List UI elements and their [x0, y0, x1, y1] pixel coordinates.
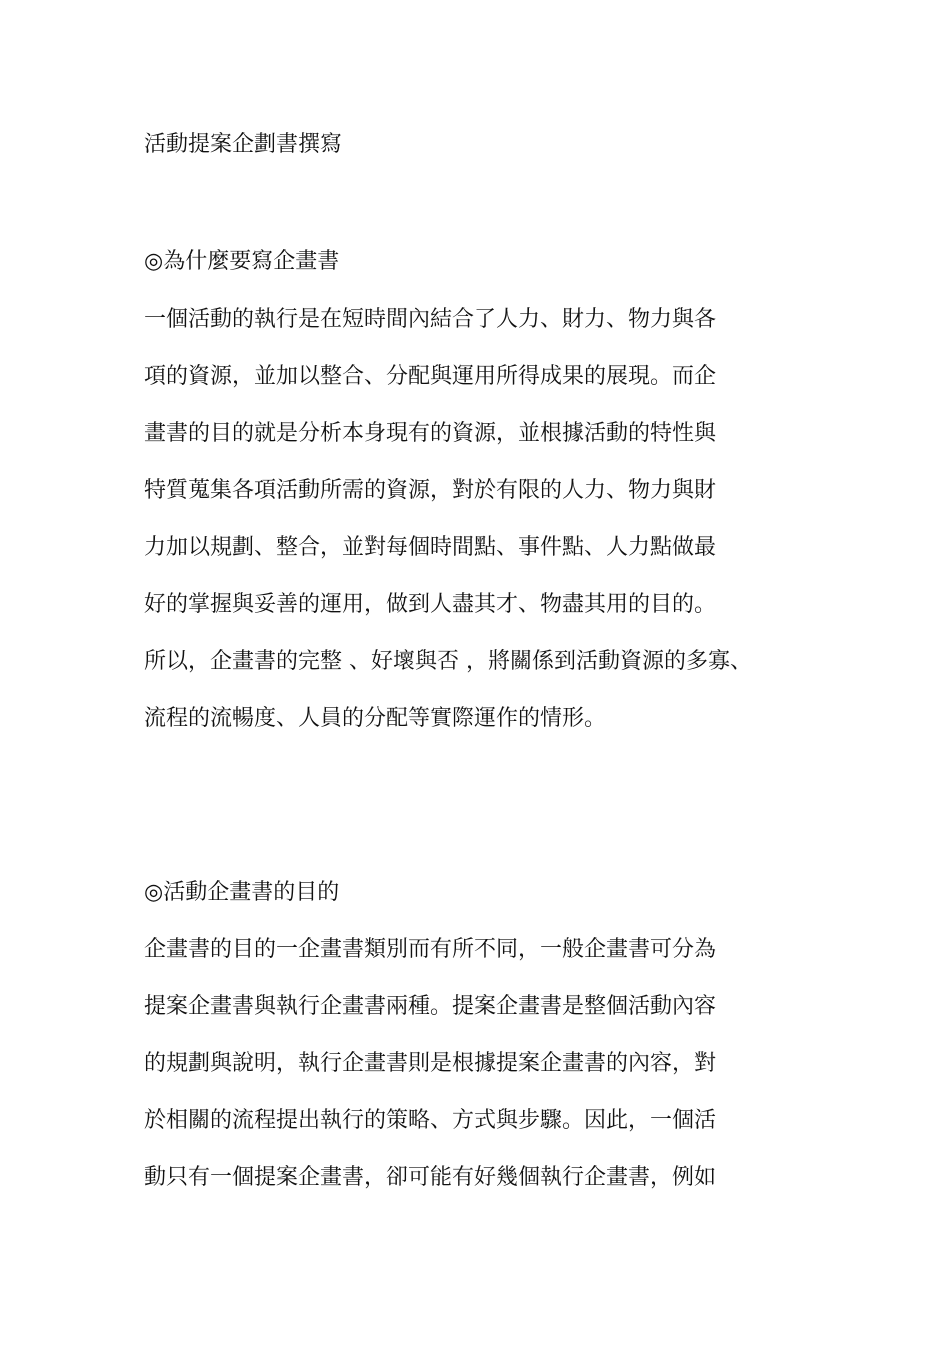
paragraph-line: 項的資源，並加以整合、分配與運用所得成果的展現。而企: [144, 364, 717, 389]
paragraph-line: 特質蒐集各項活動所需的資源，對於有限的人力、物力與財: [144, 478, 717, 503]
paragraph-line: 的規劃與說明，執行企畫書則是根據提案企畫書的內容，對: [144, 1051, 717, 1076]
section-heading-purpose: ◎活動企畫書的目的: [144, 880, 340, 905]
paragraph-line: 力加以規劃、整合，並對每個時間點、事件點、人力點做最: [144, 535, 717, 560]
paragraph-line: 好的掌握與妥善的運用，做到人盡其才、物盡其用的目的。: [144, 592, 717, 617]
paragraph-line: 流程的流暢度、人員的分配等實際運作的情形。: [144, 706, 607, 731]
paragraph-line: 於相關的流程提出執行的策略、方式與步驟。因此，一個活: [144, 1108, 717, 1133]
paragraph-line: 一個活動的執行是在短時間內結合了人力、財力、物力與各: [144, 307, 717, 332]
section-heading-why: ◎為什麼要寫企畫書: [144, 249, 340, 274]
document-title: 活動提案企劃書撰寫: [144, 132, 343, 157]
paragraph-line: 畫書的目的就是分析本身現有的資源，並根據活動的特性與: [144, 421, 717, 446]
paragraph-line: 所以，企畫書的完整 、好壞與否 ，將關係到活動資源的多寡、: [144, 649, 752, 674]
paragraph-line: 動只有一個提案企畫書，卻可能有好幾個執行企畫書，例如: [144, 1165, 717, 1190]
paragraph-line: 企畫書的目的一企畫書類別而有所不同，一般企畫書可分為: [144, 937, 717, 962]
paragraph-line: 提案企畫書與執行企畫書兩種。提案企畫書是整個活動內容: [144, 994, 717, 1019]
